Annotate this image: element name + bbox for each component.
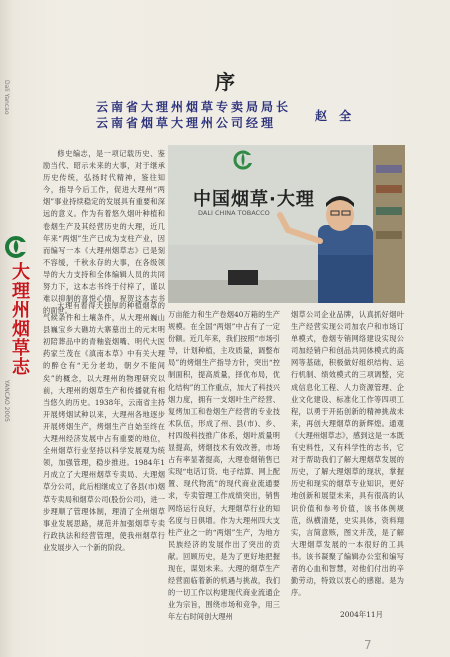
body-column-1-bottom [43,300,165,554]
author-title-line-1: 云南省大理州烟草专卖局局长 [96,100,292,114]
spine-english-label: Dali Yancao [3,80,10,115]
spine-title: 大理州烟草志 [9,262,30,376]
paragraph: 修史编志，是一项记载历史、鉴励当代、昭示未来的大事，对于继承历史传统，弘扬时代精神，鉴往知今，指导今后工作，促进大理州“两烟”事业持续稳定的发展具有重要和深远的意义。作为有着悠久烟叶种植和卷烟生产及其经营历史的大理，近几年来“两烟”生产已成为支柱产业，因而编写一本《大理州烟草志》已是刻不容缓，千秋永存的大事，在各级领导的大力支持和全体编辑人员的共同努力下，这本志书终于付梓了，谨以难以抑制的喜悦心情，祝贺这本志书的面世。 [43,149,165,316]
paragraph: 大理有着得天独厚的种植烟草的气候条件和土壤条件，从大理州巍山县巍宝乡大礁坊大寨墓出土的元末明初陪葬品中的青釉瓷烟嘴、明代大医药家兰茂在《滇南本草》中有关大理的醉仓有“无分老幼，朝夕不能间矣”的概念，以大理州的物理研究以前，大理州的烟草生产和传播就有相当悠久的历史。1938年，云南省主持开展烤烟试种以来，大理州各地逐步开展烤烟生产，烤烟生产自始至终在大理州经济发展中占有重要的地位，全州烟草行业坚持以科学发展观为统领，加强管理，稳步推进。1984年1月成立了大理州烟草专卖局、大理烟草分公司，此后相继成立了各县(市)烟草专卖局和烟草公司(股份公司)，进一步理顺了管理体制，理清了全州烟草事业发展思路，规范并加强烟草专卖行政执法和经营管理，使我州烟草行业发展步入一个新的阶段。 [43,301,165,552]
author-name: 赵 全 [315,109,356,123]
body-column-1-top [43,148,165,317]
photo-sign-cn: 中国烟草·大理 [193,189,315,210]
author-photo [168,145,405,303]
author-title-line-2: 云南省烟草大理州公司经理 [96,116,277,130]
body-column-3 [291,309,404,599]
paragraph: 烟草公司企业品牌，认真抓好烟叶生产经营实现公司加农户和市场订单模式，卷烟专销网络建设实现公司加经销户和创品共同体模式的高网等基础，积极做好组织结构、运行机制、绩效模式的三项调整，完成信息化工程、人力资源管理、企业文化建设、标准化工作等四项工程，以勇于开拓创新的精神挑战未来，再创大理烟草的新辉煌。通观《大理州烟草志》，感到这是一本既有史料性，又有科学性的志书，它对于帮助我们了解大理烟草发展的历史，了解大理烟草的现状，掌握历史和现实的烟草专业知识，更好地创新和展望未来，具有很高的认识价值和参考价值，该书体例规范，纵横清楚，史实具体，资料翔实，言简意赅，图文并茂，是了解大理烟草发展的一本很好的工具书。该书凝聚了编辑办公室和编写者的心血和智慧，对他们付出的辛勤劳动，特致以衷心的感谢。是为序。 [291,310,404,598]
article-heading: 序 [215,70,235,94]
magazine-spine [0,0,40,657]
page-number: 7 [364,638,372,652]
paragraph: 万亩能力和生产卷烟40万箱的生产规模。在全国“两烟”中占有了一定份额。近几年来，我们按照“市场引导，计划种植，主攻质量，调整布局”的烤烟生产指导方针，突出“控制面积，提高质量，择优布局，优化结构”的工作重点，加大了科技兴烟力度，拥有一支烟叶生产经营、复烤加工和卷烟生产经营的专业技术队伍，形成了州、县(市)、乡、村四级科技推广体系，烟叶质量明显提高，烤烟技术有效改善，市场占有率显著提高，大理卷烟销售已实现“电话订货、电子结算、网上配置、现代物流”的现代商业流通要求，专卖管理工作成绩突出，销售网络运行良好，大理烟草行业的知名度与日俱增。作为大理州四大支柱产业之一的“两烟”生产，为地方民族经济的发展作出了突出的贡献。回顾历史，是为了更好地把握现在，谋划未来。大理的烟草生产经营面临着新的机遇与挑战，我们的一切工作以构建现代商业流通企业为宗旨，围绕市场和竞争，用三年左右时间创大理州 [168,310,280,622]
photo-sign-en: DALI CHINA TOBACCO [198,209,270,217]
body-column-2 [168,309,280,623]
spine-year-label: YANCAO 2005 [3,380,10,422]
tobacco-logo-icon [5,236,27,258]
signature-date: 2004年11月 [340,610,383,619]
